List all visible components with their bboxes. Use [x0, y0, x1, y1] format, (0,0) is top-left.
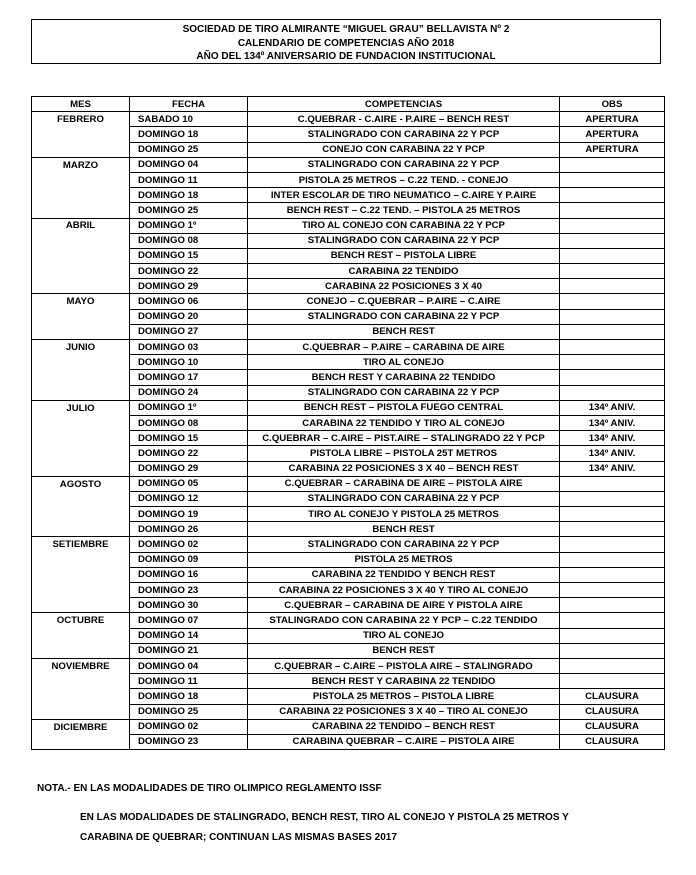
date-cell: DOMINGO 25 — [130, 203, 248, 218]
obs-cell — [560, 552, 665, 567]
month-cell — [32, 142, 130, 157]
date-cell: DOMINGO 18 — [130, 689, 248, 704]
table-row — [32, 719, 665, 734]
obs-cell — [560, 613, 665, 628]
column-header-fecha: FECHA — [130, 97, 248, 112]
date-cell: DOMINGO 11 — [130, 172, 248, 187]
competition-cell: BENCH REST — [248, 643, 560, 658]
date-cell: DOMINGO 1º — [130, 218, 248, 233]
month-cell: MAYO — [32, 294, 130, 309]
table-row — [32, 431, 665, 446]
competition-cell: CARABINA 22 TENDIDO — [248, 264, 560, 279]
month-cell — [32, 248, 130, 263]
table-row — [32, 689, 665, 704]
obs-cell — [560, 491, 665, 506]
month-cell — [32, 491, 130, 506]
obs-cell — [560, 628, 665, 643]
obs-cell — [560, 309, 665, 324]
table-row — [32, 643, 665, 658]
table-row — [32, 658, 665, 673]
date-cell: DOMINGO 08 — [130, 233, 248, 248]
month-cell — [32, 264, 130, 279]
competition-cell: STALINGRADO CON CARABINA 22 Y PCP – C.22 TENDIDO — [248, 613, 560, 628]
month-cell — [32, 233, 130, 248]
table-row — [32, 142, 665, 157]
table-row — [32, 674, 665, 689]
date-cell: DOMINGO 15 — [130, 248, 248, 263]
date-cell: DOMINGO 17 — [130, 370, 248, 385]
obs-cell: 134º ANIV. — [560, 431, 665, 446]
obs-cell: APERTURA — [560, 127, 665, 142]
obs-cell: APERTURA — [560, 142, 665, 157]
month-cell: NOVIEMBRE — [32, 658, 130, 673]
table-row — [32, 628, 665, 643]
competition-cell: STALINGRADO CON CARABINA 22 Y PCP — [248, 127, 560, 142]
table-row — [32, 385, 665, 400]
obs-cell — [560, 567, 665, 582]
date-cell: DOMINGO 24 — [130, 385, 248, 400]
table-row — [32, 188, 665, 203]
obs-cell — [560, 294, 665, 309]
date-cell: DOMINGO 30 — [130, 598, 248, 613]
competition-cell: CARABINA QUEBRAR – C.AIRE – PISTOLA AIRE — [248, 734, 560, 749]
obs-cell — [560, 583, 665, 598]
note-line-3: CARABINA DE QUEBRAR; CONTINUAN LAS MISMAS BASES 2017 — [80, 832, 397, 843]
competition-cell: CARABINA 22 TENDIDO – BENCH REST — [248, 719, 560, 734]
table-row — [32, 476, 665, 491]
obs-cell — [560, 674, 665, 689]
month-cell — [32, 689, 130, 704]
month-cell — [32, 370, 130, 385]
obs-cell — [560, 370, 665, 385]
obs-cell — [560, 157, 665, 172]
competition-cell: BENCH REST Y CARABINA 22 TENDIDO — [248, 370, 560, 385]
date-cell: DOMINGO 14 — [130, 628, 248, 643]
note-line-1: NOTA.- EN LAS MODALIDADES DE TIRO OLIMPICO REGLAMENTO ISSF — [37, 783, 382, 794]
month-cell — [32, 598, 130, 613]
obs-cell: 134º ANIV. — [560, 415, 665, 430]
obs-cell — [560, 233, 665, 248]
header-subtitle: CALENDARIO DE COMPETENCIAS AÑO 2018 — [237, 37, 455, 49]
month-cell — [32, 324, 130, 339]
table-row — [32, 598, 665, 613]
table-row — [32, 294, 665, 309]
date-cell: DOMINGO 02 — [130, 719, 248, 734]
month-cell — [32, 203, 130, 218]
table-row — [32, 248, 665, 263]
competition-cell: CARABINA 22 TENDIDO Y BENCH REST — [248, 567, 560, 582]
competition-cell: CARABINA 22 POSICIONES 3 X 40 – BENCH REST — [248, 461, 560, 476]
table-row — [32, 218, 665, 233]
document-header — [31, 19, 661, 64]
table-row — [32, 172, 665, 187]
obs-cell — [560, 476, 665, 491]
competition-cell: CARABINA 22 TENDIDO Y TIRO AL CONEJO — [248, 415, 560, 430]
note-line-2: EN LAS MODALIDADES DE STALINGRADO, BENCH REST, TIRO AL CONEJO Y PISTOLA 25 METROS Y — [80, 812, 569, 823]
date-cell: DOMINGO 1º — [130, 400, 248, 415]
competition-cell: BENCH REST — [248, 522, 560, 537]
month-cell — [32, 674, 130, 689]
date-cell: DOMINGO 12 — [130, 491, 248, 506]
competition-cell: STALINGRADO CON CARABINA 22 Y PCP — [248, 309, 560, 324]
date-cell: DOMINGO 27 — [130, 324, 248, 339]
month-cell — [32, 734, 130, 749]
month-cell — [32, 522, 130, 537]
competition-calendar-table — [31, 96, 665, 750]
month-cell: FEBRERO — [32, 112, 130, 127]
month-cell — [32, 552, 130, 567]
obs-cell — [560, 203, 665, 218]
column-header-obs: OBS — [560, 97, 665, 112]
date-cell: DOMINGO 11 — [130, 674, 248, 689]
date-cell: DOMINGO 04 — [130, 157, 248, 172]
month-cell: SETIEMBRE — [32, 537, 130, 552]
competition-cell: C.QUEBRAR – P.AIRE – CARABINA DE AIRE — [248, 340, 560, 355]
date-cell: DOMINGO 02 — [130, 537, 248, 552]
column-header-mes: MES — [32, 97, 130, 112]
obs-cell: 134º ANIV. — [560, 461, 665, 476]
table-row — [32, 704, 665, 719]
date-cell: DOMINGO 23 — [130, 734, 248, 749]
table-row — [32, 446, 665, 461]
table-row — [32, 491, 665, 506]
date-cell: DOMINGO 07 — [130, 613, 248, 628]
column-header-competencias: COMPETENCIAS — [248, 97, 560, 112]
obs-cell — [560, 598, 665, 613]
table-row — [32, 340, 665, 355]
date-cell: DOMINGO 26 — [130, 522, 248, 537]
date-cell: DOMINGO 08 — [130, 415, 248, 430]
obs-cell — [560, 279, 665, 294]
obs-cell — [560, 172, 665, 187]
obs-cell — [560, 385, 665, 400]
competition-cell: STALINGRADO CON CARABINA 22 Y PCP — [248, 385, 560, 400]
table-row — [32, 264, 665, 279]
competition-cell: C.QUEBRAR – C.AIRE – PISTOLA AIRE – STALINGRADO — [248, 658, 560, 673]
date-cell: DOMINGO 18 — [130, 127, 248, 142]
table-row — [32, 734, 665, 749]
obs-cell — [560, 537, 665, 552]
month-cell — [32, 415, 130, 430]
obs-cell — [560, 355, 665, 370]
competition-cell: C.QUEBRAR – CARABINA DE AIRE Y PISTOLA AIRE — [248, 598, 560, 613]
competition-cell: INTER ESCOLAR DE TIRO NEUMATICO – C.AIRE Y P.AIRE — [248, 188, 560, 203]
date-cell: DOMINGO 19 — [130, 507, 248, 522]
table-row — [32, 522, 665, 537]
table-row — [32, 309, 665, 324]
date-cell: DOMINGO 22 — [130, 446, 248, 461]
table-row — [32, 415, 665, 430]
date-cell: DOMINGO 29 — [130, 279, 248, 294]
month-cell — [32, 567, 130, 582]
obs-cell: APERTURA — [560, 112, 665, 127]
month-cell: JUNIO — [32, 340, 130, 355]
obs-cell: CLAUSURA — [560, 719, 665, 734]
table-row — [32, 203, 665, 218]
obs-cell: CLAUSURA — [560, 734, 665, 749]
competition-cell: CONEJO CON CARABINA 22 Y PCP — [248, 142, 560, 157]
month-cell — [32, 643, 130, 658]
date-cell: DOMINGO 16 — [130, 567, 248, 582]
month-cell: JULIO — [32, 400, 130, 415]
table-row — [32, 583, 665, 598]
date-cell: DOMINGO 21 — [130, 643, 248, 658]
month-cell — [32, 172, 130, 187]
competition-cell: TIRO AL CONEJO — [248, 628, 560, 643]
date-cell: DOMINGO 06 — [130, 294, 248, 309]
table-row — [32, 233, 665, 248]
date-cell: DOMINGO 20 — [130, 309, 248, 324]
table-row — [32, 400, 665, 415]
month-cell — [32, 583, 130, 598]
table-row — [32, 127, 665, 142]
competition-cell: STALINGRADO CON CARABINA 22 Y PCP — [248, 233, 560, 248]
date-cell: DOMINGO 25 — [130, 704, 248, 719]
date-cell: DOMINGO 09 — [130, 552, 248, 567]
table-row — [32, 461, 665, 476]
competition-cell: CARABINA 22 POSICIONES 3 X 40 Y TIRO AL CONEJO — [248, 583, 560, 598]
date-cell: DOMINGO 18 — [130, 188, 248, 203]
header-anniversary: AÑO DEL 134º ANIVERSARIO DE FUNDACION INSTITUCIONAL — [196, 51, 496, 62]
table-body — [32, 112, 665, 750]
date-cell: DOMINGO 04 — [130, 658, 248, 673]
competition-cell: BENCH REST – PISTOLA FUEGO CENTRAL — [248, 400, 560, 415]
obs-cell — [560, 340, 665, 355]
obs-cell: 134º ANIV. — [560, 400, 665, 415]
date-cell: DOMINGO 05 — [130, 476, 248, 491]
competition-cell: CARABINA 22 POSICIONES 3 X 40 — [248, 279, 560, 294]
month-cell: DICIEMBRE — [32, 719, 130, 734]
table-row — [32, 507, 665, 522]
competition-cell: STALINGRADO CON CARABINA 22 Y PCP — [248, 491, 560, 506]
month-cell: AGOSTO — [32, 476, 130, 491]
obs-cell — [560, 248, 665, 263]
competition-cell: PISTOLA 25 METROS – C.22 TEND. - CONEJO — [248, 172, 560, 187]
obs-cell — [560, 507, 665, 522]
month-cell — [32, 704, 130, 719]
obs-cell — [560, 658, 665, 673]
date-cell: DOMINGO 25 — [130, 142, 248, 157]
month-cell — [32, 431, 130, 446]
date-cell: DOMINGO 23 — [130, 583, 248, 598]
obs-cell: 134º ANIV. — [560, 446, 665, 461]
competition-cell: C.QUEBRAR – C.AIRE – PIST.AIRE – STALINGRADO 22 Y PCP — [248, 431, 560, 446]
month-cell — [32, 127, 130, 142]
table-row — [32, 355, 665, 370]
competition-cell: STALINGRADO CON CARABINA 22 Y PCP — [248, 157, 560, 172]
competition-cell: BENCH REST – PISTOLA LIBRE — [248, 248, 560, 263]
date-cell: DOMINGO 10 — [130, 355, 248, 370]
competition-cell: BENCH REST — [248, 324, 560, 339]
competition-cell: CARABINA 22 POSICIONES 3 X 40 – TIRO AL CONEJO — [248, 704, 560, 719]
table-row — [32, 112, 665, 127]
table-row — [32, 537, 665, 552]
month-cell — [32, 385, 130, 400]
table-row — [32, 157, 665, 172]
obs-cell — [560, 522, 665, 537]
date-cell: DOMINGO 15 — [130, 431, 248, 446]
date-cell: DOMINGO 03 — [130, 340, 248, 355]
month-cell — [32, 355, 130, 370]
competition-cell: C.QUEBRAR – CARABINA DE AIRE – PISTOLA AIRE — [248, 476, 560, 491]
competition-cell: PISTOLA LIBRE – PISTOLA 25T METROS — [248, 446, 560, 461]
obs-cell — [560, 643, 665, 658]
obs-cell: CLAUSURA — [560, 689, 665, 704]
month-cell: ABRIL — [32, 218, 130, 233]
table-row — [32, 279, 665, 294]
competition-cell: BENCH REST – C.22 TEND. – PISTOLA 25 METROS — [248, 203, 560, 218]
competition-cell: C.QUEBRAR - C.AIRE - P.AIRE – BENCH REST — [248, 112, 560, 127]
table-row — [32, 552, 665, 567]
date-cell: DOMINGO 22 — [130, 264, 248, 279]
obs-cell: CLAUSURA — [560, 704, 665, 719]
month-cell: OCTUBRE — [32, 613, 130, 628]
competition-cell: STALINGRADO CON CARABINA 22 Y PCP — [248, 537, 560, 552]
competition-cell: TIRO AL CONEJO CON CARABINA 22 Y PCP — [248, 218, 560, 233]
table-header-row — [32, 97, 665, 112]
competition-cell: PISTOLA 25 METROS – PISTOLA LIBRE — [248, 689, 560, 704]
month-cell — [32, 309, 130, 324]
month-cell — [32, 628, 130, 643]
month-cell: MARZO — [32, 157, 130, 172]
date-cell: SABADO 10 — [130, 112, 248, 127]
table-row — [32, 370, 665, 385]
month-cell — [32, 507, 130, 522]
table-row — [32, 324, 665, 339]
competition-cell: TIRO AL CONEJO — [248, 355, 560, 370]
table-row — [32, 567, 665, 582]
month-cell — [32, 279, 130, 294]
competition-cell: PISTOLA 25 METROS — [248, 552, 560, 567]
competition-cell: CONEJO – C.QUEBRAR – P.AIRE – C.AIRE — [248, 294, 560, 309]
obs-cell — [560, 324, 665, 339]
header-title: SOCIEDAD DE TIRO ALMIRANTE “MIGUEL GRAU” BELLAVISTA Nº 2 — [182, 24, 510, 35]
date-cell: DOMINGO 29 — [130, 461, 248, 476]
month-cell — [32, 446, 130, 461]
month-cell — [32, 461, 130, 476]
obs-cell — [560, 264, 665, 279]
table-row — [32, 613, 665, 628]
competition-cell: BENCH REST Y CARABINA 22 TENDIDO — [248, 674, 560, 689]
obs-cell — [560, 188, 665, 203]
obs-cell — [560, 218, 665, 233]
competition-cell: TIRO AL CONEJO Y PISTOLA 25 METROS — [248, 507, 560, 522]
month-cell — [32, 188, 130, 203]
